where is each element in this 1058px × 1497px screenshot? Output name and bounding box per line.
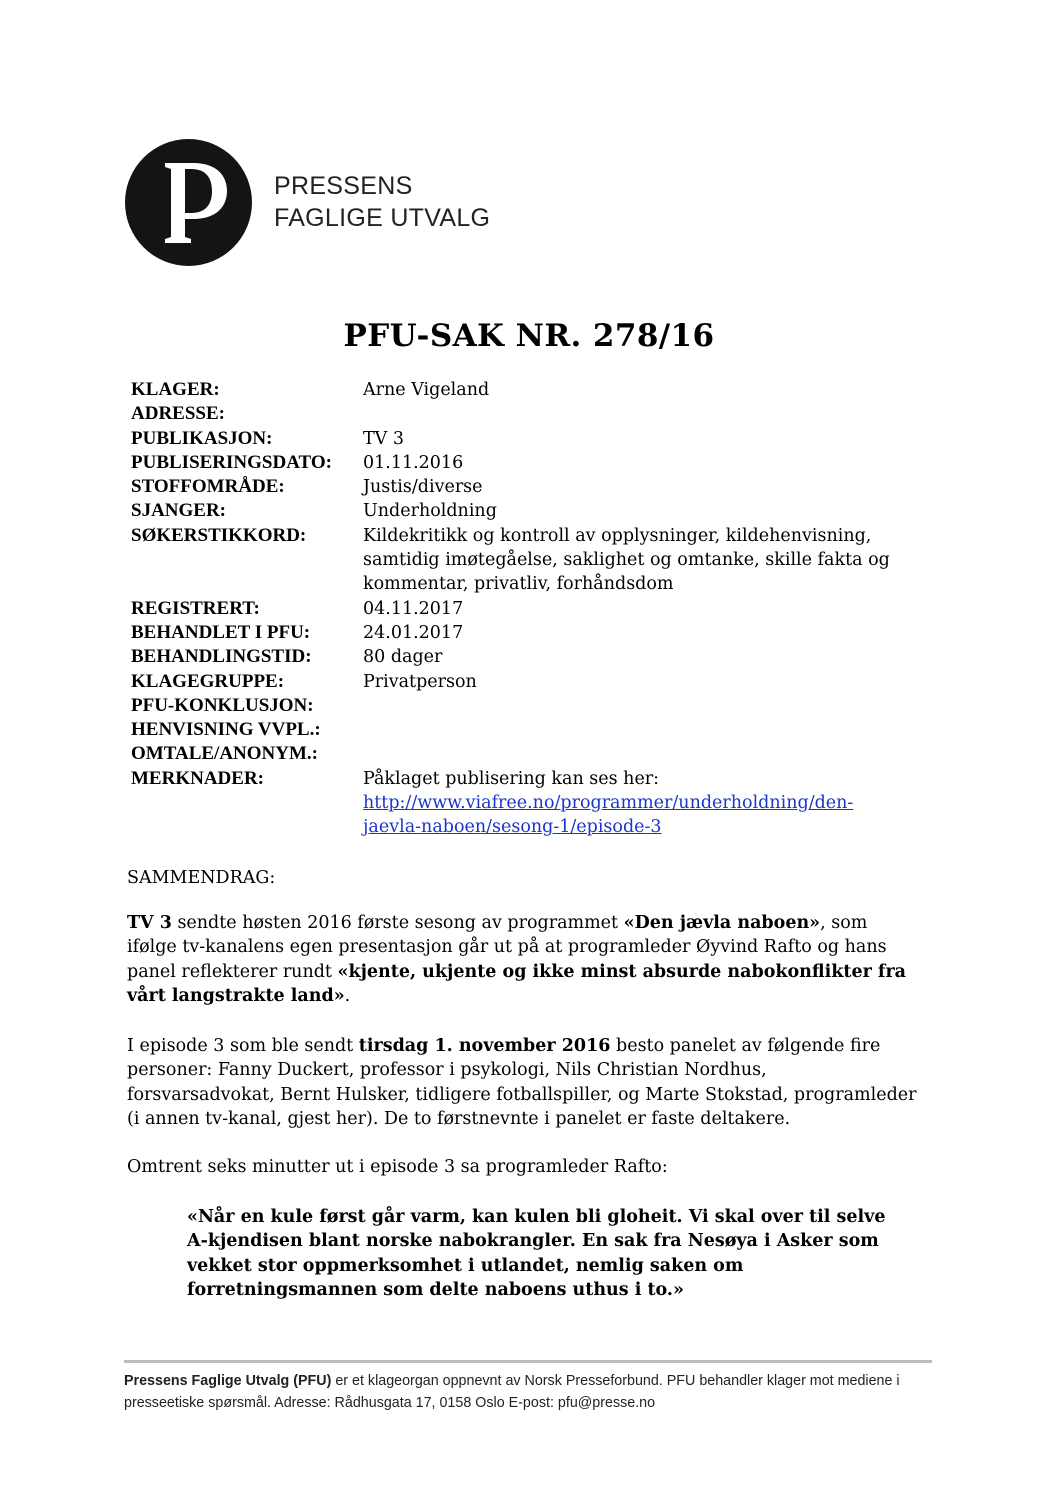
meta-value: 04.11.2017	[363, 598, 464, 619]
meta-key: BEHANDLINGSTID:	[131, 646, 312, 668]
pfu-logo-icon	[125, 139, 252, 266]
paragraph-1	[127, 911, 917, 1008]
meta-row	[131, 694, 893, 718]
meta-value: Privatperson	[363, 671, 477, 692]
para1-bold-2: «Den jævla naboen»	[623, 913, 821, 933]
meta-value	[363, 402, 893, 426]
para1-bold-1: TV 3	[127, 913, 172, 933]
paragraph-2	[127, 1034, 917, 1131]
meta-value	[363, 694, 893, 718]
meta-value: Arne Vigeland	[363, 380, 490, 400]
meta-key: HENVISNING VVPL.:	[131, 719, 321, 741]
para1-text-2: , som ifølge tv-kanalens egen presentasjon går ut på at programleder Øyvind Rafto og hans panel reflekterer rundt	[127, 913, 887, 982]
meta-key: OMTALE/ANONYM.:	[131, 743, 318, 765]
meta-row	[131, 718, 893, 742]
footer-divider	[124, 1360, 932, 1363]
para2-text-2: besto panelet av følgende fire personer: Fanny Duckert, professor i psykologi, Nils Christian Nordhus, forsvarsadvokat, Bernt Hulsker, tidligere fotballspiller, og Marte Stokstad, programleder (i annen tv-kanal, gjest her). De to førstnevnte i panelet er faste deltakere.	[127, 1036, 917, 1129]
meta-row	[131, 402, 893, 426]
para2-bold-1: tirsdag 1. november 2016	[358, 1036, 611, 1056]
case-metadata-table	[131, 378, 893, 840]
meta-row	[131, 670, 893, 694]
meta-key: ADRESSE:	[131, 403, 225, 425]
meta-row	[131, 524, 893, 597]
footer	[124, 1370, 939, 1414]
meta-value: 24.01.2017	[363, 622, 464, 643]
meta-key: MERKNADER:	[131, 767, 264, 789]
meta-value: 01.11.2016	[363, 452, 464, 473]
meta-value	[363, 767, 893, 840]
footer-text: er et klageorgan oppnevnt av Norsk Presseforbund. PFU behandler klager mot mediene i presseetiske spørsmål. Adresse: Rådhusgata 17, 0158 Oslo E-post: pfu@presse.no	[124, 1373, 900, 1411]
meta-value: Underholdning	[363, 501, 497, 522]
meta-key: KLAGEGRUPPE:	[131, 670, 285, 692]
meta-value	[363, 742, 893, 766]
quote-block: «Når en kule først går varm, kan kulen bli gloheit. Vi skal over til selve A-kjendisen blant norske nabokrangler. En sak fra Nesøya i Asker som vekket stor oppmerksomhet i utlandet, nemlig saken om forretningsmannen som delte naboens uthus i to.»	[187, 1207, 886, 1300]
meta-row-merknader	[131, 767, 893, 840]
case-title: PFU-SAK NR. 278/16	[343, 318, 715, 354]
summary-heading: SAMMENDRAG:	[127, 868, 276, 888]
paragraph-3: Omtrent seks minutter ut i episode 3 sa programleder Rafto:	[127, 1157, 668, 1177]
logo-line-1: PRESSENS	[274, 172, 413, 200]
meta-value: Kildekritikk og kontroll av opplysninger, kildehenvisning, samtidig imøtegåelse, saklighet og omtanke, skille fakta og kommentar, privatliv, forhåndsdom	[363, 525, 890, 595]
meta-row	[131, 597, 893, 621]
para1-text-1: sendte høsten 2016 første sesong av programmet	[171, 913, 624, 933]
meta-row	[131, 621, 893, 645]
meta-key: PUBLISERINGSDATO:	[131, 451, 332, 473]
meta-key: PUBLIKASJON:	[131, 427, 273, 449]
meta-row	[131, 645, 893, 669]
meta-key: STOFFOMRÅDE:	[131, 476, 285, 498]
meta-value: Justis/diverse	[363, 477, 483, 498]
merknader-text: Påklaget publisering kan ses her:	[363, 768, 660, 789]
para1-text-3: .	[344, 985, 351, 1006]
footer-bold: Pressens Faglige Utvalg (PFU)	[124, 1373, 332, 1389]
episode-link[interactable]	[363, 793, 853, 837]
meta-row	[131, 475, 893, 499]
meta-row	[131, 378, 893, 402]
meta-row	[131, 742, 893, 766]
meta-key: BEHANDLET I PFU:	[131, 621, 311, 643]
meta-key: KLAGER:	[131, 379, 220, 400]
meta-value: TV 3	[363, 428, 405, 449]
logo-line-2: FAGLIGE UTVALG	[274, 204, 491, 232]
meta-row	[131, 451, 893, 475]
meta-row	[131, 427, 893, 451]
meta-key: REGISTRERT:	[131, 597, 260, 619]
meta-value	[363, 718, 893, 742]
meta-key: SJANGER:	[131, 500, 227, 522]
episode-link-line-1[interactable]: http://www.viafree.no/programmer/underholdning/den-	[363, 793, 854, 814]
meta-key: PFU-KONKLUSJON:	[131, 694, 314, 716]
para1-bold-3: «kjente, ukjente og ikke minst absurde nabokonflikter fra vårt langstrakte land»	[127, 961, 907, 1006]
meta-row	[131, 499, 893, 523]
episode-link-line-2[interactable]: jaevla-naboen/sesong-1/episode-3	[363, 817, 662, 838]
meta-value: 80 dager	[363, 647, 443, 668]
logo-wordmark	[274, 170, 490, 234]
para2-text-1: I episode 3 som ble sendt	[127, 1036, 359, 1056]
meta-key: SØKERSTIKKORD:	[131, 524, 307, 546]
